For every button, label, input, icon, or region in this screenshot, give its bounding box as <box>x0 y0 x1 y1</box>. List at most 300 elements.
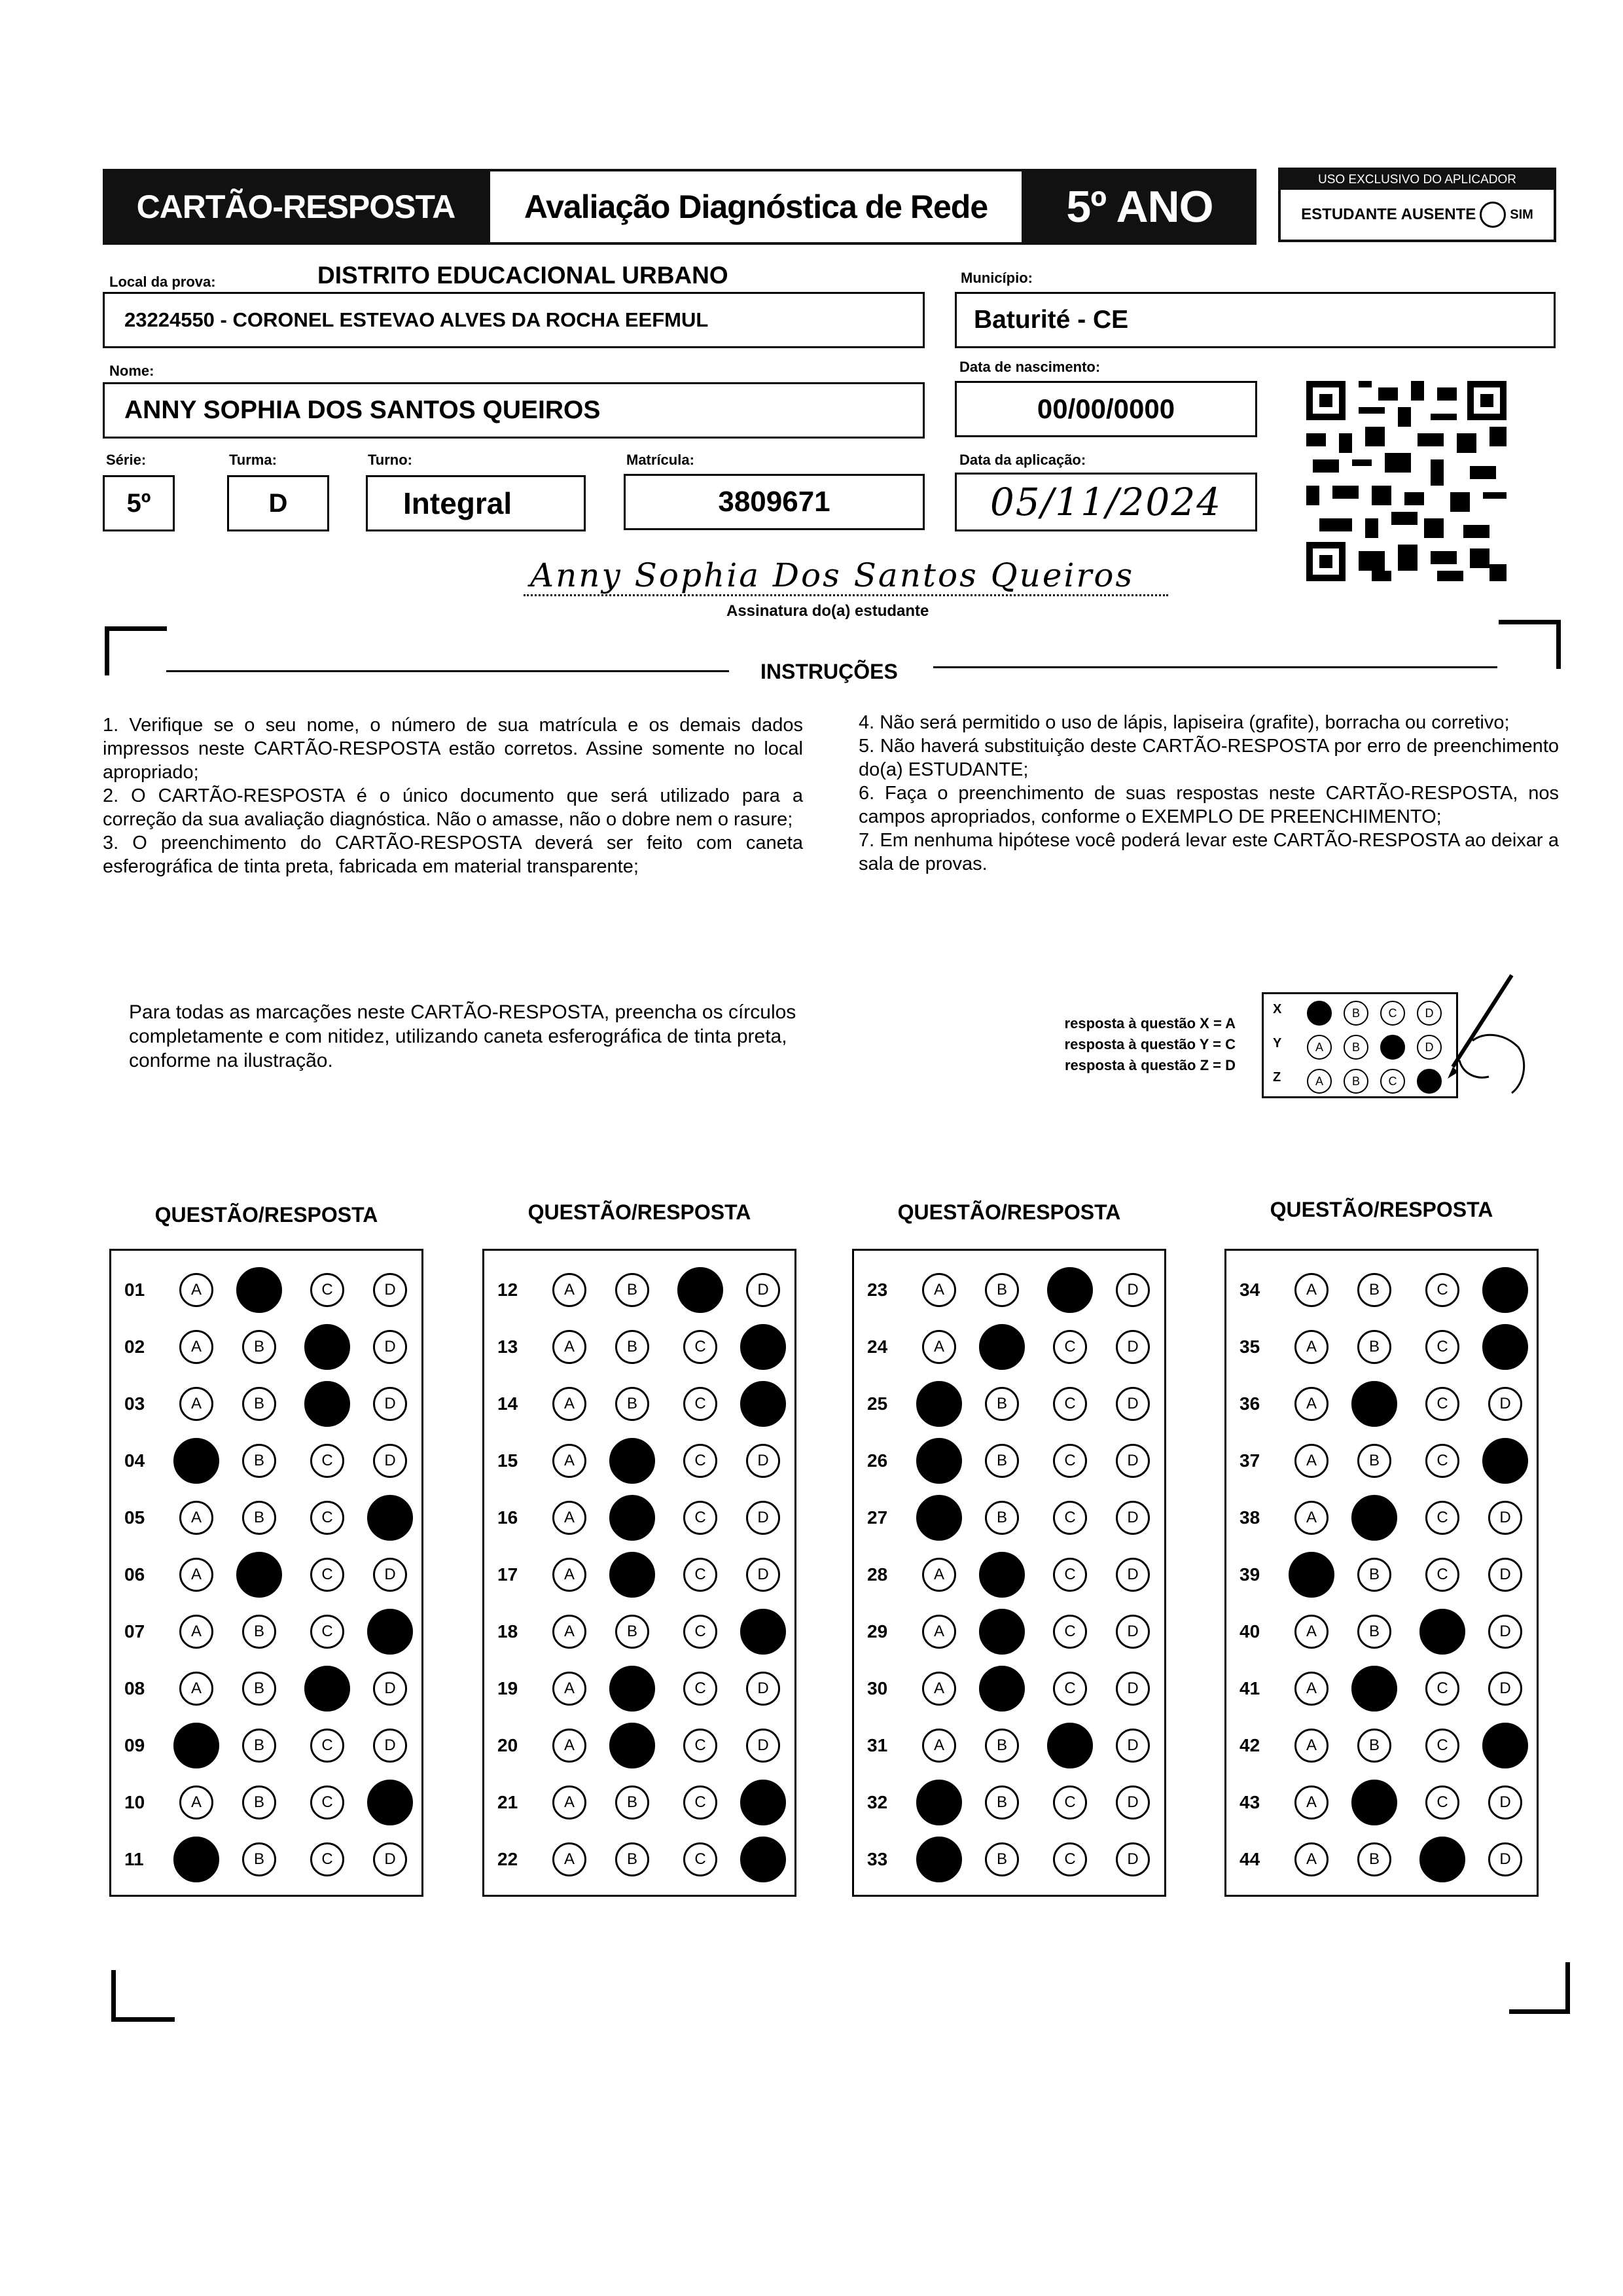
bubble-option[interactable]: B <box>242 1387 276 1421</box>
question-number: 28 <box>867 1564 888 1585</box>
bubble-option[interactable]: A <box>552 1615 586 1649</box>
local-label: Local da prova: <box>109 274 216 290</box>
question-number: 07 <box>124 1621 145 1641</box>
bubble-filled[interactable] <box>979 1324 1025 1370</box>
question-number: 35 <box>1240 1336 1260 1357</box>
question-number: 09 <box>124 1735 145 1755</box>
bubble-option[interactable]: B <box>985 1387 1019 1421</box>
bubble-option[interactable]: D <box>1488 1672 1522 1706</box>
bubble-option[interactable]: C <box>1053 1444 1087 1478</box>
question-number: 32 <box>867 1792 888 1812</box>
question-number: 06 <box>124 1564 145 1585</box>
bubble-option[interactable]: A <box>1294 1444 1329 1478</box>
bubble-option[interactable]: A <box>1294 1615 1329 1649</box>
bubble-option[interactable]: A <box>179 1615 213 1649</box>
municipio-field <box>955 292 1556 348</box>
bubble-option[interactable]: C <box>683 1444 717 1478</box>
bubble-option[interactable]: A <box>922 1729 956 1763</box>
bubble-filled[interactable] <box>1351 1666 1397 1712</box>
signature-label: Assinatura do(a) estudante <box>726 602 929 620</box>
bubble-option[interactable]: B <box>242 1785 276 1820</box>
bubble-filled[interactable] <box>1482 1723 1528 1768</box>
question-number: 04 <box>124 1450 145 1471</box>
answer-row <box>1226 1327 1537 1367</box>
bubble-filled[interactable] <box>916 1438 962 1484</box>
bubble-option[interactable]: D <box>1488 1615 1522 1649</box>
nome-value: ANNY SOPHIA DOS SANTOS QUEIROS <box>124 396 601 424</box>
bubble-option[interactable]: C <box>1053 1558 1087 1592</box>
bubble-option[interactable]: A <box>179 1672 213 1706</box>
bubble-option[interactable]: C <box>683 1387 717 1421</box>
question-number: 21 <box>497 1792 518 1812</box>
serie-label: Série: <box>106 452 147 468</box>
bubble-option[interactable]: C <box>1053 1330 1087 1364</box>
bubble-option[interactable]: C <box>310 1785 344 1820</box>
question-number: 14 <box>497 1393 518 1414</box>
bubble-option[interactable]: C <box>1425 1729 1459 1763</box>
example-bubble: C <box>1380 1001 1405 1026</box>
bubble-option[interactable]: A <box>179 1785 213 1820</box>
instructions-rule-right <box>933 666 1497 668</box>
bubble-option[interactable]: D <box>373 1729 407 1763</box>
bubble-option[interactable]: A <box>179 1273 213 1307</box>
answer-row <box>1226 1498 1537 1537</box>
evaluation-title: Avaliação Diagnóstica de Rede <box>488 169 1024 245</box>
column-title: QUESTÃO/RESPOSTA <box>897 1200 1121 1224</box>
example-row-label: Z <box>1273 1070 1281 1085</box>
question-number: 15 <box>497 1450 518 1471</box>
bubble-option[interactable]: D <box>1116 1615 1150 1649</box>
bubble-option[interactable]: B <box>615 1615 649 1649</box>
aplicacao-value: 05/11/2024 <box>990 480 1222 524</box>
pen-hand-icon <box>1414 969 1531 1100</box>
bubble-filled[interactable] <box>1289 1552 1334 1598</box>
bubble-option[interactable]: A <box>552 1330 586 1364</box>
question-number: 27 <box>867 1507 888 1528</box>
question-number: 12 <box>497 1280 518 1300</box>
example-bubble-filled: C <box>1380 1035 1405 1060</box>
bubble-option[interactable]: A <box>1294 1387 1329 1421</box>
answer-row <box>484 1270 794 1310</box>
card-title: CARTÃO-RESPOSTA <box>103 169 489 245</box>
bubble-option[interactable]: D <box>373 1444 407 1478</box>
answer-row <box>484 1498 794 1537</box>
answer-row <box>111 1840 421 1879</box>
fill-note: Para todas as marcações neste CARTÃO-RESPOSTA, preencha os círculos completamente e com nitidez, utilizando caneta esferográfica de tinta preta, conforme na ilustração. <box>129 1001 796 1071</box>
bubble-option[interactable]: B <box>615 1785 649 1820</box>
bubble-option[interactable]: C <box>1053 1501 1087 1535</box>
example-bubble: D <box>1417 1001 1442 1026</box>
nascimento-field <box>955 381 1257 437</box>
bubble-option[interactable]: C <box>683 1672 717 1706</box>
bubble-option[interactable]: B <box>985 1785 1019 1820</box>
bubble-option[interactable]: A <box>552 1785 586 1820</box>
bubble-filled[interactable] <box>304 1324 350 1370</box>
bubble-option[interactable]: D <box>1488 1558 1522 1592</box>
bubble-filled[interactable] <box>1047 1723 1093 1768</box>
bubble-option[interactable]: A <box>1294 1672 1329 1706</box>
answer-row <box>1226 1555 1537 1594</box>
bubble-filled[interactable] <box>236 1552 282 1598</box>
bubble-option[interactable]: A <box>922 1615 956 1649</box>
answer-row <box>854 1612 1164 1651</box>
question-number: 02 <box>124 1336 145 1357</box>
bubble-option[interactable]: A <box>922 1273 956 1307</box>
answer-row <box>484 1555 794 1594</box>
nome-field <box>103 382 925 439</box>
bubble-filled[interactable] <box>236 1267 282 1313</box>
bubble-option[interactable]: B <box>242 1330 276 1364</box>
bubble-filled[interactable] <box>1351 1381 1397 1427</box>
bubble-option[interactable]: C <box>310 1729 344 1763</box>
bubble-filled[interactable] <box>916 1837 962 1882</box>
bubble-option[interactable]: C <box>1053 1615 1087 1649</box>
answer-row <box>1226 1270 1537 1310</box>
bubble-option[interactable]: B <box>242 1729 276 1763</box>
absent-checkbox[interactable] <box>1480 202 1506 228</box>
corner-mark-bottom-right <box>1509 1962 1570 2014</box>
column-title: QUESTÃO/RESPOSTA <box>1270 1198 1493 1221</box>
bubble-option[interactable]: A <box>552 1273 586 1307</box>
bubble-option[interactable]: D <box>1488 1387 1522 1421</box>
bubble-option[interactable]: B <box>1357 1615 1391 1649</box>
serie-value: 5º <box>126 488 151 518</box>
bubble-filled[interactable] <box>1482 1438 1528 1484</box>
answer-row <box>111 1669 421 1708</box>
bubble-option[interactable]: C <box>683 1330 717 1364</box>
bubble-filled[interactable] <box>1482 1324 1528 1370</box>
bubble-option[interactable]: A <box>552 1729 586 1763</box>
municipio-value: Baturité - CE <box>974 306 1129 334</box>
answer-column <box>482 1249 796 1897</box>
answer-row <box>854 1327 1164 1367</box>
bubble-option[interactable]: A <box>1294 1273 1329 1307</box>
bubble-option[interactable]: C <box>310 1273 344 1307</box>
serie-field <box>103 475 175 531</box>
bubble-option[interactable]: D <box>373 1672 407 1706</box>
instruction-item: 1. Verifique se o seu nome, o número de sua matrícula e os demais dados impressos neste CARTÃO-RESPOSTA estão corretos. Assine somente no local apropriado; <box>103 715 803 783</box>
question-number: 22 <box>497 1849 518 1869</box>
bubble-option[interactable]: D <box>746 1558 780 1592</box>
bubble-option[interactable]: A <box>552 1501 586 1535</box>
question-number: 33 <box>867 1849 888 1869</box>
school-value: 23224550 - CORONEL ESTEVAO ALVES DA ROCHA EEFMUL <box>124 308 709 331</box>
bubble-option[interactable]: D <box>1116 1672 1150 1706</box>
bubble-filled[interactable] <box>304 1666 350 1712</box>
bubble-option[interactable]: C <box>1053 1842 1087 1876</box>
bubble-filled[interactable] <box>1419 1609 1465 1655</box>
aplicacao-label: Data da aplicação: <box>959 452 1086 468</box>
bubble-option[interactable]: D <box>1488 1842 1522 1876</box>
bubble-filled[interactable] <box>740 1324 786 1370</box>
bubble-filled[interactable] <box>916 1381 962 1427</box>
answer-row <box>1226 1783 1537 1822</box>
answer-row <box>484 1726 794 1765</box>
question-number: 20 <box>497 1735 518 1755</box>
bubble-option[interactable]: D <box>1488 1785 1522 1820</box>
bubble-filled[interactable] <box>1482 1267 1528 1313</box>
bubble-option[interactable]: D <box>1116 1273 1150 1307</box>
example-lines <box>1026 1013 1236 1076</box>
bubble-option[interactable]: D <box>373 1273 407 1307</box>
answer-row <box>854 1441 1164 1480</box>
instructions-rule-left <box>166 670 729 672</box>
bubble-option[interactable]: C <box>683 1558 717 1592</box>
bubble-option[interactable]: C <box>1053 1387 1087 1421</box>
bubble-filled[interactable] <box>609 1666 655 1712</box>
bubble-option[interactable]: A <box>1294 1501 1329 1535</box>
example-bubble: B <box>1344 1035 1368 1060</box>
bubble-option[interactable]: B <box>242 1842 276 1876</box>
bubble-option[interactable]: C <box>1425 1785 1459 1820</box>
question-number: 24 <box>867 1336 888 1357</box>
bubble-option[interactable]: D <box>1116 1842 1150 1876</box>
bubble-option[interactable]: D <box>746 1672 780 1706</box>
instruction-item: 2. O CARTÃO-RESPOSTA é o único documento que será utilizado para a correção da sua avaliação diagnóstica. Não o amasse, não o dobre nem o rasure; <box>103 785 803 830</box>
answer-row <box>854 1555 1164 1594</box>
applicator-box <box>1278 168 1556 242</box>
question-number: 03 <box>124 1393 145 1414</box>
bubble-option[interactable]: D <box>746 1444 780 1478</box>
nascimento-value: 00/00/0000 <box>1037 393 1175 424</box>
bubble-option[interactable]: A <box>1294 1785 1329 1820</box>
bubble-option[interactable]: D <box>1116 1729 1150 1763</box>
bubble-option[interactable]: C <box>1425 1330 1459 1364</box>
answer-row <box>484 1783 794 1822</box>
bubble-option[interactable]: C <box>683 1615 717 1649</box>
bubble-option[interactable]: C <box>1053 1672 1087 1706</box>
bubble-option[interactable]: B <box>1357 1444 1391 1478</box>
question-number: 43 <box>1240 1792 1260 1812</box>
bubble-filled[interactable] <box>367 1780 413 1825</box>
absent-option: SIM <box>1510 207 1533 222</box>
bubble-option[interactable]: B <box>242 1444 276 1478</box>
bubble-option[interactable]: C <box>310 1615 344 1649</box>
bubble-filled[interactable] <box>609 1438 655 1484</box>
bubble-option[interactable]: D <box>746 1273 780 1307</box>
bubble-option[interactable]: A <box>922 1672 956 1706</box>
bubble-option[interactable]: A <box>552 1558 586 1592</box>
bubble-option[interactable]: A <box>179 1501 213 1535</box>
bubble-filled[interactable] <box>677 1267 723 1313</box>
bubble-option[interactable]: D <box>373 1842 407 1876</box>
bubble-filled[interactable] <box>979 1552 1025 1598</box>
municipio-label: Município: <box>961 270 1033 286</box>
bubble-filled[interactable] <box>916 1495 962 1541</box>
question-number: 39 <box>1240 1564 1260 1585</box>
question-number: 10 <box>124 1792 145 1812</box>
bubble-filled[interactable] <box>609 1495 655 1541</box>
bubble-option[interactable]: A <box>552 1672 586 1706</box>
bubble-option[interactable]: D <box>1116 1330 1150 1364</box>
answer-row <box>854 1840 1164 1879</box>
answer-row <box>1226 1384 1537 1424</box>
bubble-filled[interactable] <box>1419 1837 1465 1882</box>
bubble-filled[interactable] <box>1351 1495 1397 1541</box>
bubble-option[interactable]: C <box>310 1558 344 1592</box>
question-number: 08 <box>124 1678 145 1698</box>
bubble-option[interactable]: B <box>1357 1273 1391 1307</box>
bubble-option[interactable]: C <box>1053 1785 1087 1820</box>
bubble-option[interactable]: A <box>179 1558 213 1592</box>
bubble-option[interactable]: D <box>373 1387 407 1421</box>
bubble-option[interactable]: B <box>985 1842 1019 1876</box>
example-bubble: D <box>1417 1035 1442 1060</box>
answer-row <box>111 1612 421 1651</box>
bubble-option[interactable]: B <box>985 1273 1019 1307</box>
matricula-value: 3809671 <box>718 486 830 518</box>
bubble-option[interactable]: C <box>1425 1558 1459 1592</box>
bubble-option[interactable]: B <box>985 1729 1019 1763</box>
example-line-z: resposta à questão Z = D <box>1064 1057 1236 1073</box>
grade-title: 5º ANO <box>1023 169 1257 245</box>
answer-row <box>1226 1840 1537 1879</box>
bubble-filled[interactable] <box>173 1438 219 1484</box>
question-number: 42 <box>1240 1735 1260 1755</box>
bubble-option[interactable]: B <box>615 1842 649 1876</box>
instructions-right <box>859 711 1559 876</box>
bubble-option[interactable]: B <box>1357 1330 1391 1364</box>
bubble-filled[interactable] <box>916 1780 962 1825</box>
school-field <box>103 292 925 348</box>
question-number: 16 <box>497 1507 518 1528</box>
instructions-left <box>103 713 803 878</box>
instruction-item: 3. O preenchimento do CARTÃO-RESPOSTA deverá ser feito com caneta esferográfica de tinta preta, fabricada em material transparente; <box>103 833 803 877</box>
answer-row <box>854 1669 1164 1708</box>
bubble-filled[interactable] <box>304 1381 350 1427</box>
question-number: 01 <box>124 1280 145 1300</box>
bubble-option[interactable]: A <box>552 1387 586 1421</box>
bubble-option[interactable]: D <box>373 1330 407 1364</box>
bubble-filled[interactable] <box>1351 1780 1397 1825</box>
bubble-option[interactable]: D <box>1116 1444 1150 1478</box>
qr-code <box>1306 381 1507 581</box>
bubble-option[interactable]: B <box>1357 1729 1391 1763</box>
answer-column <box>1224 1249 1539 1897</box>
signature: Anny Sophia Dos Santos Queiros <box>530 556 1135 594</box>
bubble-filled[interactable] <box>367 1609 413 1655</box>
bubble-option[interactable]: A <box>922 1330 956 1364</box>
matricula-label: Matrícula: <box>626 452 694 468</box>
bubble-option[interactable]: D <box>1116 1501 1150 1535</box>
answer-column <box>852 1249 1166 1897</box>
answer-row <box>111 1441 421 1480</box>
bubble-option[interactable]: C <box>683 1842 717 1876</box>
turma-value: D <box>268 488 288 518</box>
bubble-option[interactable]: D <box>746 1501 780 1535</box>
bubble-option[interactable]: B <box>242 1672 276 1706</box>
bubble-option[interactable]: C <box>1425 1444 1459 1478</box>
example-bubble: B <box>1344 1069 1368 1094</box>
instruction-item: 5. Não haverá substituição deste CARTÃO-RESPOSTA por erro de preenchimento do(a) ESTUDANTE; <box>859 736 1559 780</box>
bubble-filled[interactable] <box>740 1837 786 1882</box>
answer-row <box>854 1270 1164 1310</box>
nome-label: Nome: <box>109 363 154 379</box>
bubble-option[interactable]: A <box>179 1387 213 1421</box>
bubble-option[interactable]: B <box>242 1615 276 1649</box>
applicator-title: USO EXCLUSIVO DO APLICADOR <box>1281 170 1554 190</box>
bubble-filled[interactable] <box>740 1381 786 1427</box>
bubble-option[interactable]: B <box>1357 1842 1391 1876</box>
answer-row <box>484 1384 794 1424</box>
question-number: 41 <box>1240 1678 1260 1698</box>
aplicacao-field <box>955 473 1257 531</box>
bubble-option[interactable]: C <box>1425 1672 1459 1706</box>
bubble-option[interactable]: A <box>1294 1842 1329 1876</box>
example-bubble: C <box>1380 1069 1405 1094</box>
bubble-filled[interactable] <box>173 1837 219 1882</box>
bubble-option[interactable]: C <box>1425 1387 1459 1421</box>
bubble-option[interactable]: B <box>1357 1558 1391 1592</box>
question-number: 23 <box>867 1280 888 1300</box>
bubble-option[interactable]: C <box>310 1501 344 1535</box>
bubble-option[interactable]: A <box>552 1444 586 1478</box>
question-number: 05 <box>124 1507 145 1528</box>
bubble-option[interactable]: D <box>1116 1785 1150 1820</box>
signature-line <box>524 594 1168 596</box>
bubble-filled[interactable] <box>740 1609 786 1655</box>
bubble-option[interactable]: C <box>1425 1273 1459 1307</box>
bubble-option[interactable]: C <box>310 1842 344 1876</box>
bubble-filled[interactable] <box>367 1495 413 1541</box>
example-bubble-filled: A <box>1307 1001 1332 1026</box>
matricula-field <box>624 474 925 530</box>
bubble-filled[interactable] <box>740 1780 786 1825</box>
bubble-option[interactable]: B <box>242 1501 276 1535</box>
bubble-option[interactable]: C <box>683 1785 717 1820</box>
question-number: 34 <box>1240 1280 1260 1300</box>
bubble-option[interactable]: B <box>615 1387 649 1421</box>
bubble-option[interactable]: D <box>373 1558 407 1592</box>
absent-label: ESTUDANTE AUSENTE <box>1301 206 1476 223</box>
nascimento-label: Data de nascimento: <box>959 359 1101 375</box>
answer-row <box>854 1384 1164 1424</box>
example-bubble: B <box>1344 1001 1368 1026</box>
bubble-filled[interactable] <box>173 1723 219 1768</box>
answer-row <box>111 1555 421 1594</box>
bubble-option[interactable]: D <box>1116 1387 1150 1421</box>
answer-row <box>111 1327 421 1367</box>
bubble-option[interactable]: A <box>552 1842 586 1876</box>
bubble-option[interactable]: D <box>746 1729 780 1763</box>
bubble-option[interactable]: A <box>179 1330 213 1364</box>
turma-label: Turma: <box>229 452 277 468</box>
bubble-option[interactable]: A <box>1294 1729 1329 1763</box>
instructions-title: INSTRUÇÕES <box>760 660 898 683</box>
bubble-option[interactable]: A <box>1294 1330 1329 1364</box>
bubble-filled[interactable] <box>609 1552 655 1598</box>
bubble-option[interactable]: C <box>1425 1501 1459 1535</box>
bubble-filled[interactable] <box>609 1723 655 1768</box>
answer-row <box>111 1384 421 1424</box>
bubble-filled[interactable] <box>979 1666 1025 1712</box>
bubble-filled[interactable] <box>1047 1267 1093 1313</box>
bubble-option[interactable]: C <box>683 1501 717 1535</box>
bubble-option[interactable]: D <box>1488 1501 1522 1535</box>
bubble-option[interactable]: C <box>310 1444 344 1478</box>
bubble-option[interactable]: D <box>1116 1558 1150 1592</box>
corner-mark-top-left <box>105 626 167 675</box>
bubble-option[interactable]: A <box>922 1558 956 1592</box>
bubble-option[interactable]: C <box>683 1729 717 1763</box>
example-bubble: A <box>1307 1035 1332 1060</box>
bubble-option[interactable]: B <box>985 1501 1019 1535</box>
bubble-filled[interactable] <box>979 1609 1025 1655</box>
bubble-option[interactable]: B <box>985 1444 1019 1478</box>
example-bubble: A <box>1307 1069 1332 1094</box>
bubble-option[interactable]: B <box>615 1330 649 1364</box>
bubble-option[interactable]: B <box>615 1273 649 1307</box>
